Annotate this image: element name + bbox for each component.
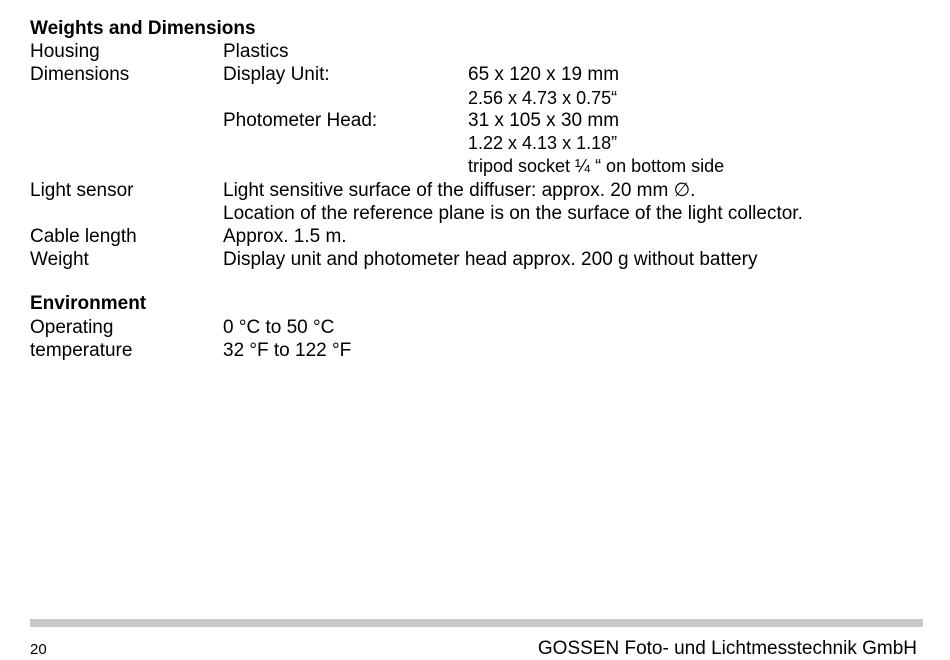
cable-length-label: Cable length (30, 226, 137, 247)
operating-label-line1: Operating (30, 317, 114, 338)
operating-temperature-fahrenheit: 32 °F to 122 °F (223, 340, 352, 361)
operating-temperature-celsius: 0 °C to 50 °C (223, 317, 335, 338)
display-unit-label: Display Unit: (223, 64, 330, 85)
company-name: GOSSEN Foto- und Lichtmesstechnik GmbH (537, 638, 917, 659)
operating-label-line2: temperature (30, 340, 133, 361)
section-heading-environment: Environment (30, 293, 147, 314)
weight-label: Weight (30, 249, 89, 270)
weight-value: Display unit and photometer head approx. 200 g without battery (223, 249, 758, 270)
light-sensor-line1: Light sensitive surface of the diffuser: approx. 20 mm ∅. (223, 180, 696, 201)
section-heading-weights: Weights and Dimensions (30, 18, 256, 39)
light-sensor-line2: Location of the reference plane is on the surface of the light collector. (223, 203, 803, 224)
photometer-head-imperial: 1.22 x 4.13 x 1.18” (468, 133, 618, 153)
light-sensor-label: Light sensor (30, 180, 134, 201)
photometer-head-label: Photometer Head: (223, 110, 378, 131)
display-unit-imperial: 2.56 x 4.73 x 0.75“ (468, 88, 618, 108)
cable-length-value: Approx. 1.5 m. (223, 226, 347, 247)
page-number: 20 (30, 641, 47, 658)
display-unit-metric: 65 x 120 x 19 mm (468, 64, 620, 85)
tripod-socket-note: tripod socket ¼ “ on bottom side (468, 156, 725, 176)
housing-label: Housing (30, 41, 100, 62)
housing-value: Plastics (223, 41, 289, 62)
dimensions-label: Dimensions (30, 64, 130, 85)
footer-divider (30, 619, 923, 627)
photometer-head-metric: 31 x 105 x 30 mm (468, 110, 620, 131)
